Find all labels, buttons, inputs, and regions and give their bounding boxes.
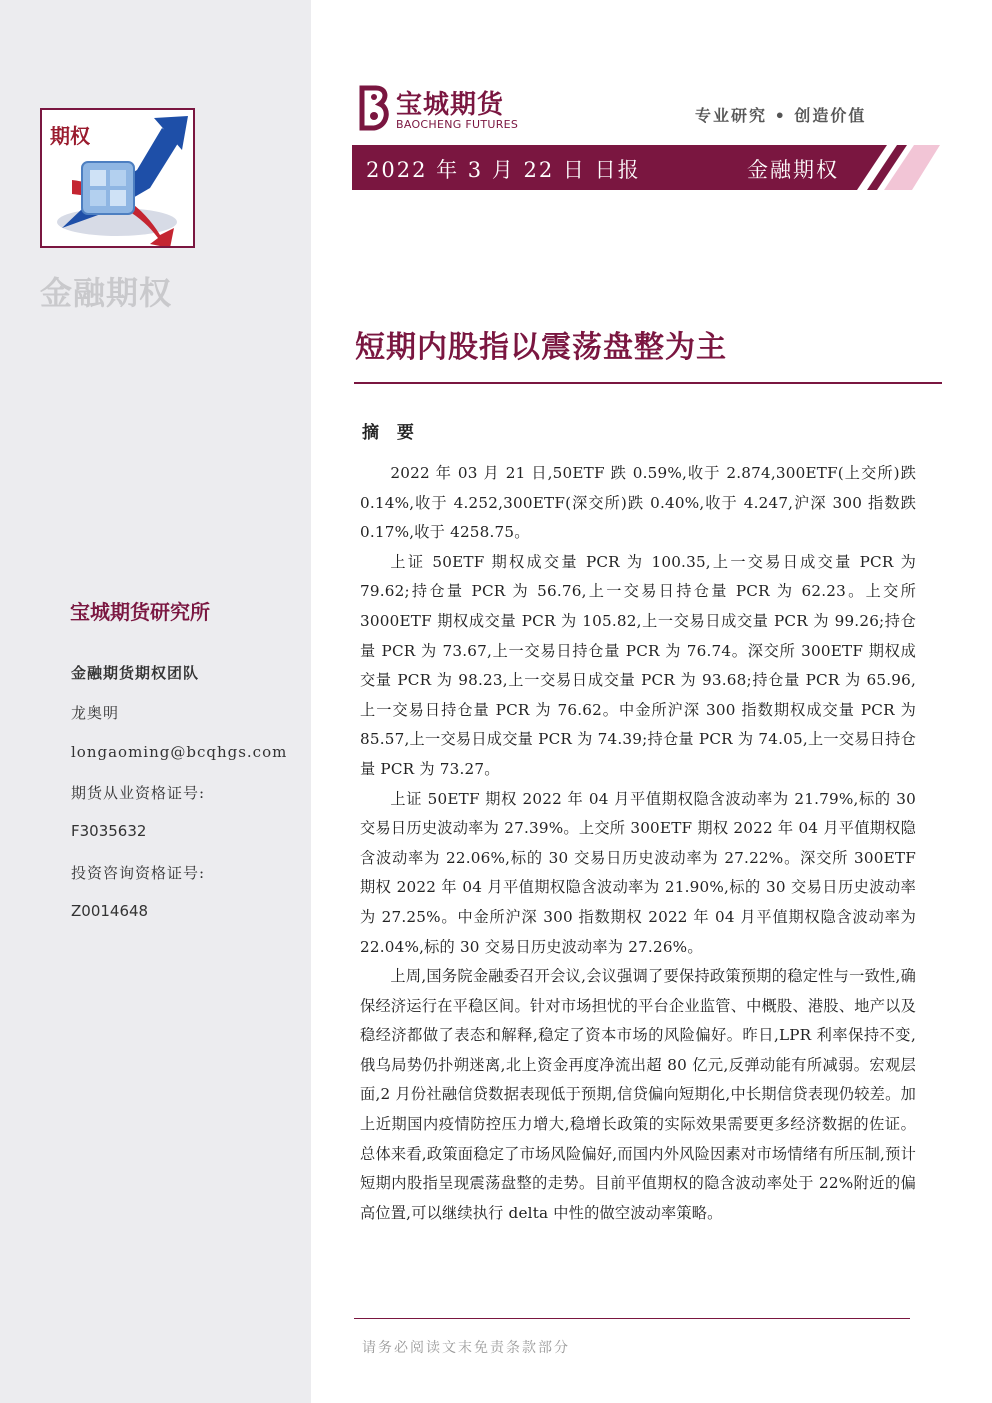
logo-text-cn: 宝城期货 (396, 90, 505, 120)
cover-tag: 期权 (50, 124, 90, 148)
paragraph-volatility: 上证 50ETF 期权 2022 年 04 月平值期权隐含波动率为 21.79%,标的 30 交易日历史波动率为 27.39%。上交所 300ETF 期权 2022 年 04 月平值期权隐含波动率为 22.06%,标的 30 交易日历史波动率为 27.22%。深交所 300ETF 期权 2022 年 04 月平值期权隐含波动率为 21.90%,标的 30 交易日历史波动率为 27.25%。中金所沪深 300 指数期权 2022 年 04 月平值期权隐含波动率为 22.04%,标的 30 交易日历史波动率为 27.26%。 (360, 789, 916, 956)
futures-cert-number: F3035632 (71, 822, 147, 840)
analyst-name: 龙奥明 (71, 704, 120, 722)
paragraph-outlook: 上周,国务院金融委召开会议,会议强调了要保持政策预期的稳定性与一致性,确保经济运行在平稳区间。针对市场担忧的平台企业监管、中概股、港股、地产以及稳经济都做了表态和解释,稳定了资本市场的风险偏好。昨日,LPR 利率保持不变,俄乌局势仍扑朔迷离,北上资金再度净流出超 80 亿元,反弹动能有所减弱。宏观层面,2 月份社融信贷数据表现低于预期,信贷偏向短期化,中长期信贷表现仍较差。加上近期国内疫情防控压力增大,稳增长政策的实际效果需要更多经济数据的佐证。总体来看,政策面稳定了市场风险偏好,而国内外风险因素对市场情绪有所压制,预计短期内股指呈现震荡盘整的走势。目前平值期权的隐含波动率处于 22%附近的偏高位置,可以继续执行 delta 中性的做空波动率策略。 (360, 967, 916, 1222)
title-divider (354, 382, 942, 384)
report-body (360, 459, 916, 1228)
cover-image (40, 108, 195, 248)
sidebar (0, 0, 311, 1403)
analyst-email[interactable]: longaoming@bcqhgs.com (71, 743, 288, 761)
advisory-cert-number: Z0014648 (71, 902, 149, 920)
banner-category: 金融期权 (747, 158, 839, 182)
futures-cert-label: 期货从业资格证号: (71, 784, 206, 802)
footer-divider (354, 1318, 910, 1319)
company-logo (356, 84, 521, 134)
report-banner (352, 145, 912, 190)
report-date: 2022 年 3 月 22 日 日报 (366, 158, 641, 182)
logo-mark-icon (356, 84, 392, 132)
team-name: 金融期货期权团队 (71, 664, 200, 682)
paragraph-market-close: 2022 年 03 月 21 日,50ETF 跌 0.59%,收于 2.874,300ETF(上交所)跌 0.14%,收于 4.252,300ETF(深交所)跌 0.40%,收于 4.247,沪深 300 指数跌 0.17%,收于 4258.75。 (360, 464, 916, 542)
advisory-cert-label: 投资咨询资格证号: (71, 864, 206, 882)
sidebar-category: 金融期权 (40, 274, 173, 312)
paragraph-pcr: 上证 50ETF 期权成交量 PCR 为 100.35,上一交易日成交量 PCR 为 79.62;持仓量 PCR 为 56.76,上一交易日持仓量 PCR 为 62.23。上交所 3000ETF 期权成交量 PCR 为 105.82,上一交易日成交量 PCR 为 99.26;持仓量 PCR 为 73.67,上一交易日持仓量 PCR 为 76.74。深交所 300ETF 期权成交量 PCR 为 98.23,上一交易日成交量 PCR 为 93.68;持仓量 PCR 为 65.96,上一交易日持仓量 PCR 为 76.62。中金所沪深 300 指数期权成交量 PCR 为 85.57,上一交易日成交量 PCR 为 74.39;持仓量 PCR 为 74.05,上一交易日持仓量 PCR 为 73.27。 (360, 552, 916, 778)
abstract-heading: 摘 要 (362, 423, 420, 443)
institute-name: 宝城期货研究所 (70, 600, 210, 624)
slogan: 专业研究 • 创造价值 (695, 106, 867, 125)
report-title: 短期内股指以震荡盘整为主 (355, 330, 727, 365)
logo-text-en: BAOCHENG FUTURES (396, 118, 519, 131)
disclaimer-note: 请务必阅读文末免责条款部分 (362, 1340, 570, 1356)
